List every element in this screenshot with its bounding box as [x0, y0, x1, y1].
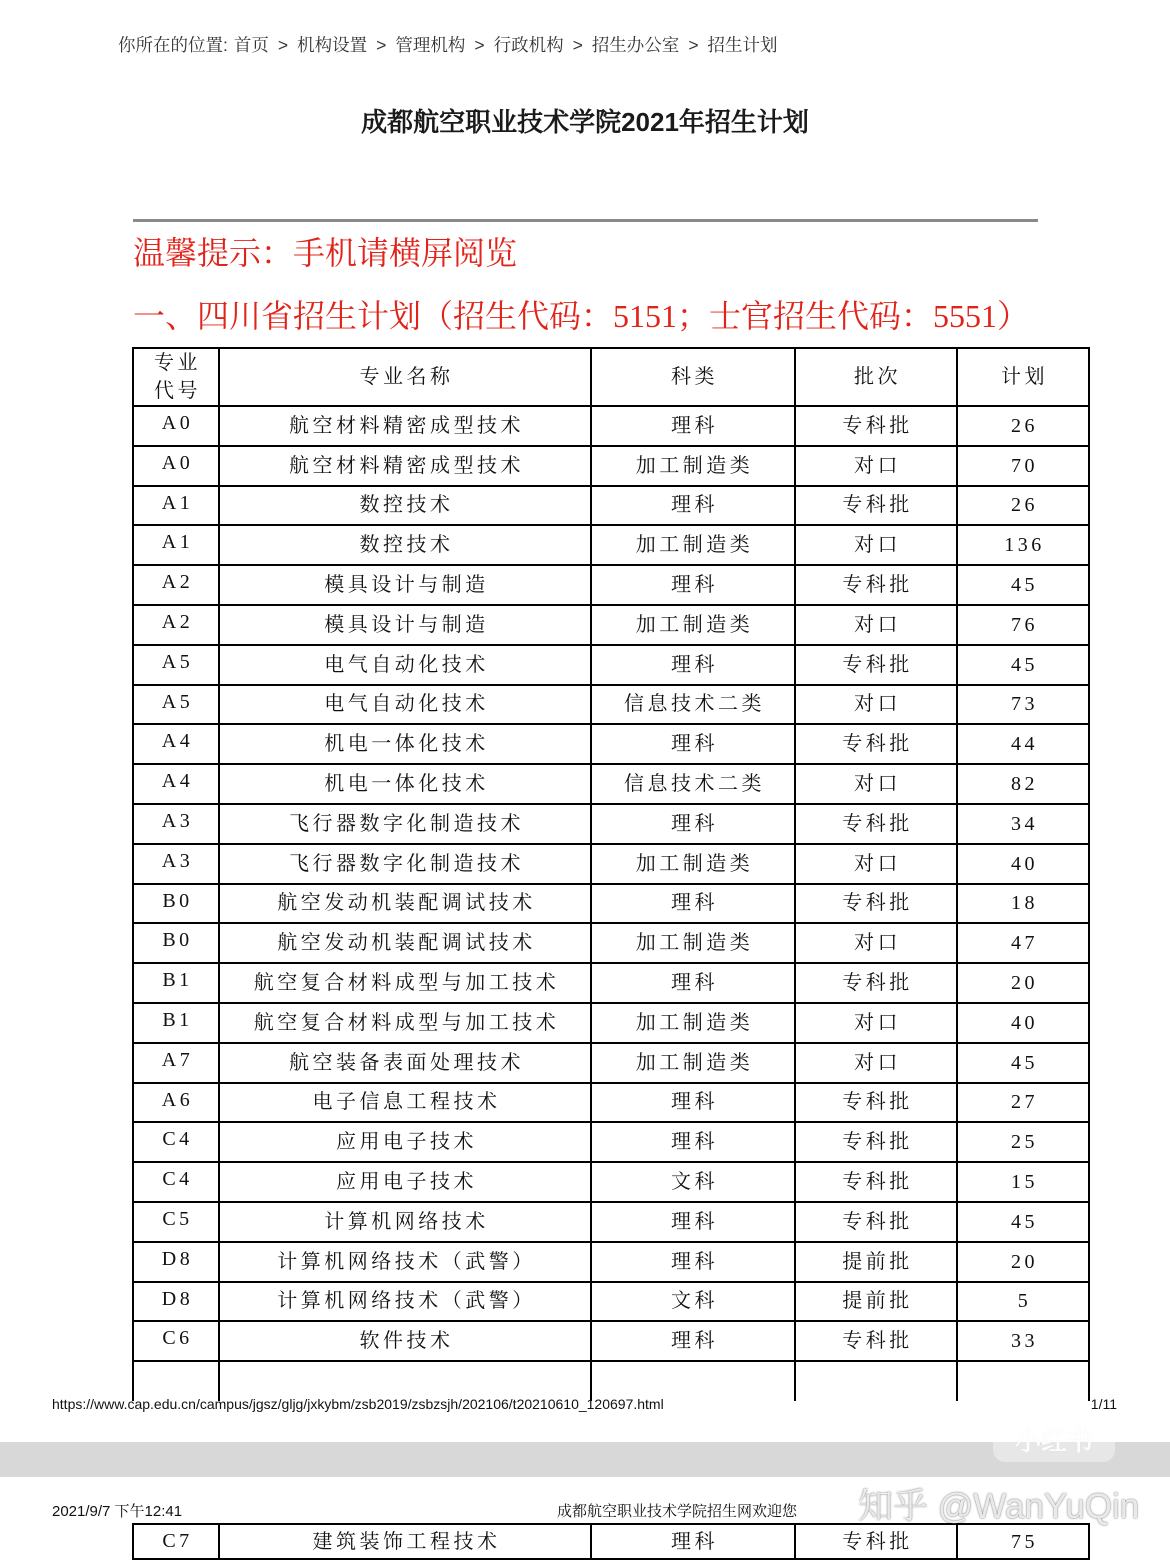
header-code-line1: 专业: [154, 352, 201, 374]
cell-name: 计算机网络技术（武警）: [219, 1282, 591, 1322]
header-batch: 批次: [795, 348, 957, 406]
breadcrumb-enrollment-plan-link[interactable]: 招生计划: [707, 35, 778, 55]
cell-name: 电子信息工程技术: [219, 1083, 591, 1123]
breadcrumb-separator: >: [277, 35, 289, 55]
print-page-number: 1/11: [1090, 1396, 1117, 1412]
breadcrumb-management-link[interactable]: 管理机构: [395, 35, 466, 55]
cell-batch: 对口: [795, 764, 957, 804]
cell-batch: 专科批: [795, 963, 957, 1003]
cell-batch: 专科批: [795, 884, 957, 924]
continued-table-body: [133, 1524, 1089, 1559]
table-row: [133, 1122, 1089, 1162]
cell-plan: 26: [957, 486, 1089, 526]
cell-category: 理科: [591, 963, 795, 1003]
table-row: [133, 1242, 1089, 1282]
cell-batch: 专科批: [795, 1083, 957, 1123]
cell-empty: [795, 1361, 957, 1401]
cell-name: 飞行器数字化制造技术: [219, 844, 591, 884]
cell-plan: 44: [957, 724, 1089, 764]
cell-batch: 专科批: [795, 1162, 957, 1202]
cell-category: 理科: [591, 804, 795, 844]
cell-plan: 45: [957, 645, 1089, 685]
breadcrumb-home-link[interactable]: 首页: [233, 35, 269, 55]
cell-plan: 45: [957, 565, 1089, 605]
cell-code: B0: [133, 923, 219, 963]
cell-category: 理科: [591, 1122, 795, 1162]
cell-batch: 专科批: [795, 1202, 957, 1242]
cell-name: 航空材料精密成型技术: [219, 446, 591, 486]
breadcrumb-prefix: 你所在的位置:: [118, 35, 228, 55]
cell-plan: 75: [957, 1524, 1089, 1559]
cell-code: C4: [133, 1162, 219, 1202]
cell-code: A1: [133, 525, 219, 565]
cell-batch: 专科批: [795, 1122, 957, 1162]
cell-category: 信息技术二类: [591, 764, 795, 804]
breadcrumb-administrative-link[interactable]: 行政机构: [493, 35, 564, 55]
cell-category: 理科: [591, 406, 795, 446]
cell-name: 建筑装饰工程技术: [219, 1524, 591, 1559]
breadcrumb-org-settings-link[interactable]: 机构设置: [297, 35, 368, 55]
cell-code: A5: [133, 685, 219, 725]
cell-category: 加工制造类: [591, 923, 795, 963]
table-row: [133, 804, 1089, 844]
cell-code: C6: [133, 1321, 219, 1361]
table-row: [133, 1282, 1089, 1322]
cell-category: 文科: [591, 1282, 795, 1322]
cell-code: A3: [133, 844, 219, 884]
cell-code: C5: [133, 1202, 219, 1242]
cell-plan: 136: [957, 525, 1089, 565]
cell-name: 航空发动机装配调试技术: [219, 923, 591, 963]
cell-empty: [957, 1361, 1089, 1401]
table-row: [133, 525, 1089, 565]
cell-plan: 5: [957, 1282, 1089, 1322]
cell-plan: 27: [957, 1083, 1089, 1123]
breadcrumb-separator: >: [376, 35, 387, 55]
print-header-datetime: 2021/9/7 下午12:41: [52, 1503, 183, 1520]
cell-batch: 对口: [795, 446, 957, 486]
cell-plan: 33: [957, 1321, 1089, 1361]
table-header-row: [133, 348, 1089, 406]
cell-plan: 26: [957, 406, 1089, 446]
zhihu-watermark: 知乎 @WanYuQin: [858, 1487, 1140, 1526]
table-row: [133, 884, 1089, 924]
cell-batch: 对口: [795, 1043, 957, 1083]
enrollment-table-container: [132, 347, 1048, 1388]
cell-code: A0: [133, 406, 219, 446]
cell-batch: 对口: [795, 1003, 957, 1043]
cell-plan: 47: [957, 923, 1089, 963]
cell-category: 理科: [591, 1202, 795, 1242]
breadcrumb-separator: >: [474, 35, 485, 55]
cell-plan: 40: [957, 844, 1089, 884]
table-row: [133, 844, 1089, 884]
header-major-name: 专业名称: [219, 348, 591, 406]
cell-category: 理科: [591, 1083, 795, 1123]
cell-category: 理科: [591, 884, 795, 924]
enrollment-plan-table: [132, 347, 1090, 1401]
cell-category: 文科: [591, 1162, 795, 1202]
table-row: [133, 406, 1089, 446]
cell-name: 计算机网络技术（武警）: [219, 1242, 591, 1282]
cell-batch: 提前批: [795, 1242, 957, 1282]
cell-name: 模具设计与制造: [219, 605, 591, 645]
table-row: [133, 963, 1089, 1003]
breadcrumb: [118, 33, 778, 57]
header-code-line2: 代号: [154, 380, 201, 402]
cell-code: A4: [133, 764, 219, 804]
cell-name: 计算机网络技术: [219, 1202, 591, 1242]
cell-plan: 18: [957, 884, 1089, 924]
cell-plan: 20: [957, 963, 1089, 1003]
cell-name: 机电一体化技术: [219, 764, 591, 804]
cell-batch: 专科批: [795, 1321, 957, 1361]
cell-plan: 82: [957, 764, 1089, 804]
header-plan: 计划: [957, 348, 1089, 406]
cell-category: 理科: [591, 724, 795, 764]
cell-name: 应用电子技术: [219, 1122, 591, 1162]
table-row: [133, 1083, 1089, 1123]
cell-code: A4: [133, 724, 219, 764]
cell-name: 数控技术: [219, 486, 591, 526]
cell-code: B1: [133, 1003, 219, 1043]
cell-category: 加工制造类: [591, 525, 795, 565]
cell-plan: 40: [957, 1003, 1089, 1043]
cell-batch: 对口: [795, 923, 957, 963]
table-row: [133, 1043, 1089, 1083]
cell-category: 理科: [591, 645, 795, 685]
cell-category: 信息技术二类: [591, 685, 795, 725]
section-heading: 一、四川省招生计划（招生代码：5151；士官招生代码：5551）: [133, 298, 1030, 334]
cell-category: 加工制造类: [591, 605, 795, 645]
title-divider: [133, 219, 1038, 222]
cell-name: 航空复合材料成型与加工技术: [219, 963, 591, 1003]
cell-code: B0: [133, 884, 219, 924]
cell-name: 模具设计与制造: [219, 565, 591, 605]
cell-name: 数控技术: [219, 525, 591, 565]
cell-category: 加工制造类: [591, 844, 795, 884]
cell-category: 理科: [591, 1242, 795, 1282]
cell-batch: 提前批: [795, 1282, 957, 1322]
cell-name: 航空复合材料成型与加工技术: [219, 1003, 591, 1043]
table-body: [133, 406, 1089, 1401]
cell-code: D8: [133, 1242, 219, 1282]
cell-code: A2: [133, 605, 219, 645]
cell-batch: 对口: [795, 844, 957, 884]
table-row: [133, 486, 1089, 526]
cell-plan: 70: [957, 446, 1089, 486]
cell-name: 应用电子技术: [219, 1162, 591, 1202]
cell-code: D8: [133, 1282, 219, 1322]
header-code: [133, 348, 219, 406]
cell-code: A5: [133, 645, 219, 685]
cell-code: A3: [133, 804, 219, 844]
cell-batch: 对口: [795, 605, 957, 645]
cell-name: 电气自动化技术: [219, 685, 591, 725]
table-row: [133, 685, 1089, 725]
continued-enrollment-table: [132, 1523, 1090, 1560]
cell-category: 加工制造类: [591, 446, 795, 486]
continued-table-container: [132, 1523, 1040, 1560]
table-row: [133, 764, 1089, 804]
cell-plan: 45: [957, 1043, 1089, 1083]
cell-name: 机电一体化技术: [219, 724, 591, 764]
table-row: [133, 565, 1089, 605]
cell-batch: 专科批: [795, 1524, 957, 1559]
cell-batch: 专科批: [795, 565, 957, 605]
xiaohongshu-watermark-logo: 小红书: [993, 1420, 1115, 1462]
cell-code: A6: [133, 1083, 219, 1123]
cell-code: A2: [133, 565, 219, 605]
breadcrumb-admissions-office-link[interactable]: 招生办公室: [591, 35, 680, 55]
cell-name: 软件技术: [219, 1321, 591, 1361]
print-header-site-title: 成都航空职业技术学院招生网欢迎您: [557, 1503, 798, 1520]
cell-name: 航空发动机装配调试技术: [219, 884, 591, 924]
cell-name: 航空装备表面处理技术: [219, 1043, 591, 1083]
cell-code: B1: [133, 963, 219, 1003]
cell-category: 理科: [591, 565, 795, 605]
table-row: [133, 1162, 1089, 1202]
cell-plan: 73: [957, 685, 1089, 725]
cell-plan: 20: [957, 1242, 1089, 1282]
cell-plan: 25: [957, 1122, 1089, 1162]
table-row: [133, 1202, 1089, 1242]
cell-category: 加工制造类: [591, 1003, 795, 1043]
table-row: [133, 446, 1089, 486]
print-footer-url: https://www.cap.edu.cn/campus/jgsz/gljg/jxkybm/zsb2019/zsbzsjh/202106/t20210610_120697.html: [52, 1396, 664, 1412]
cell-batch: 对口: [795, 525, 957, 565]
cell-code: C4: [133, 1122, 219, 1162]
table-row: [133, 1003, 1089, 1043]
cell-category: 理科: [591, 486, 795, 526]
cell-category: 理科: [591, 1524, 795, 1559]
table-row: [133, 724, 1089, 764]
cell-batch: 专科批: [795, 486, 957, 526]
cell-code: A0: [133, 446, 219, 486]
table-row: [133, 605, 1089, 645]
breadcrumb-separator: >: [572, 35, 583, 55]
cell-batch: 专科批: [795, 645, 957, 685]
header-category: 科类: [591, 348, 795, 406]
cell-plan: 45: [957, 1202, 1089, 1242]
cell-code: A1: [133, 486, 219, 526]
cell-batch: 专科批: [795, 724, 957, 764]
table-row: [133, 923, 1089, 963]
breadcrumb-separator: >: [688, 35, 699, 55]
cell-batch: 对口: [795, 685, 957, 725]
cell-plan: 15: [957, 1162, 1089, 1202]
cell-name: 飞行器数字化制造技术: [219, 804, 591, 844]
cell-plan: 76: [957, 605, 1089, 645]
cell-code: C7: [133, 1524, 219, 1559]
cell-category: 理科: [591, 1321, 795, 1361]
cell-plan: 34: [957, 804, 1089, 844]
landscape-notice: 温馨提示：手机请横屏阅览: [133, 235, 518, 271]
cell-batch: 专科批: [795, 804, 957, 844]
cell-batch: 专科批: [795, 406, 957, 446]
cell-name: 电气自动化技术: [219, 645, 591, 685]
page-title: 成都航空职业技术学院2021年招生计划: [361, 107, 809, 137]
table-row: [133, 645, 1089, 685]
table-row: [133, 1321, 1089, 1361]
cell-name: 航空材料精密成型技术: [219, 406, 591, 446]
table-row: [133, 1524, 1089, 1559]
cell-code: A7: [133, 1043, 219, 1083]
cell-category: 加工制造类: [591, 1043, 795, 1083]
